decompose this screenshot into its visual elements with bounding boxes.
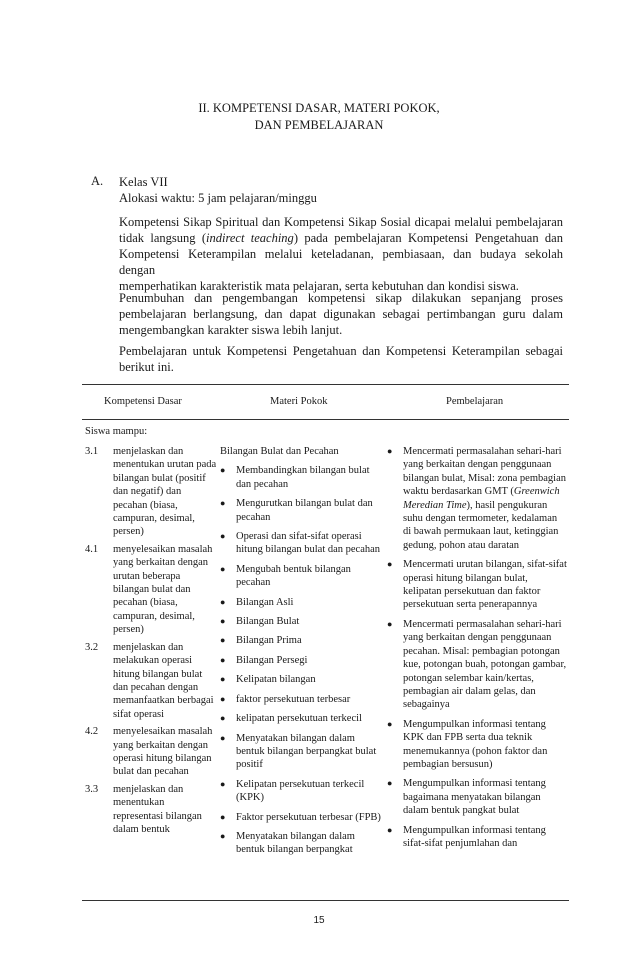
pembelajaran-item <box>387 824 567 851</box>
materi-item <box>220 673 382 686</box>
kd-number: 4.2 <box>85 726 99 738</box>
materi-text: kelipatan persekutuan terkecil <box>236 713 362 725</box>
materi-item <box>220 615 382 628</box>
materi-text: Operasi dan sifat-sifat operasi hitung bilangan bulat dan pecahan <box>236 531 381 556</box>
kd-text: menjelaskan dan menentukan representasi bilangan dalam bentuk <box>113 783 202 835</box>
italic-term: indirect teaching <box>206 231 294 245</box>
materi-item <box>220 693 382 706</box>
materi-text: faktor persekutuan terbesar <box>236 693 351 705</box>
chapter-heading-line2: DAN PEMBELAJARAN <box>254 118 384 132</box>
materi-item <box>220 596 382 609</box>
pembelajaran-text: Mencermati permasalahan sehari-hari yang berkaitan dengan penggunaan pecahan. Misal: pembagian potongan kue, potongan buah, potongan gambar, potongan selembar kain/kertas, pembagian air dalam gelas, dan sebagainya <box>403 618 567 711</box>
section-header <box>119 174 317 206</box>
kd-text: menjelaskan dan melakukan operasi hitung bilangan bulat dan pecahan dengan memanfaatkan berbagai sifat operasi <box>113 641 214 720</box>
bullet-icon: ● <box>220 635 226 646</box>
paragraph-line: memperhatikan karakteristik mata pelajaran, serta kebutuhan dan kondisi siswa. <box>119 279 519 293</box>
pembelajaran-item <box>387 777 567 817</box>
italic-term: Greenwich Meredian Time <box>403 486 560 511</box>
materi-item <box>220 778 382 805</box>
materi-item <box>220 830 382 857</box>
materi-text: Bilangan Asli <box>236 596 294 608</box>
materi-text: Bilangan Prima <box>236 635 302 647</box>
bullet-icon: ● <box>220 465 226 476</box>
kd-number: 3.1 <box>85 446 99 457</box>
bullet-icon: ● <box>387 778 393 789</box>
kd-text: menyelesaikan masalah yang berkaitan dengan urutan beberapa bilangan bulat dan pecahan (biasa, campuran, desimal, persen) <box>113 543 213 636</box>
materi-text: Bilangan Persegi <box>236 654 308 666</box>
text-run: tidak langsung ( <box>119 231 206 245</box>
materi-item <box>220 464 382 491</box>
text-run: Mencermati permasalahan sehari-hari yang berkaitan dengan penggunaan bilangan bulat, Misal: zona pembagian waktu berdasarkan GMT ( <box>403 446 566 498</box>
paragraph-line: mengembangkan karakter siswa lebih lanjut. <box>119 323 343 337</box>
kd-number: 3.2 <box>85 641 99 653</box>
kd-number: 3.3 <box>85 783 99 795</box>
pembelajaran-column <box>387 445 567 856</box>
page-number: 15 <box>313 915 325 926</box>
paragraph-2 <box>119 290 563 338</box>
materi-item <box>220 811 382 824</box>
materi-text: Kelipatan persekutuan terkecil (KPK) <box>236 778 365 804</box>
kd-text: menjelaskan dan menentukan urutan pada bilangan bulat (positif dan negatif) dan pecahan (biasa, campuran, desimal, persen) <box>113 446 217 538</box>
text-run: ), hasil pengukuran suhu dengan termometer, kedalaman di bawah permukaan laut, ketinggian gedung, pohon atau daratan <box>403 499 559 551</box>
header-materi-pokok: Materi Pokok <box>270 396 328 407</box>
section-subtitle: Alokasi waktu: 5 jam pelajaran/minggu <box>119 191 317 205</box>
bullet-icon: ● <box>387 446 393 456</box>
bullet-icon: ● <box>220 654 226 665</box>
materi-item <box>220 712 382 725</box>
section-letter: A. <box>91 174 104 188</box>
materi-column <box>220 445 382 863</box>
bullet-icon: ● <box>387 559 393 570</box>
kd-text: menyelesaikan masalah yang berkaitan dengan operasi hitung bilangan bulat dan pecahan <box>113 726 213 778</box>
materi-item <box>220 654 382 667</box>
pembelajaran-text: Mencermati urutan bilangan, sifat-sifat operasi hitung bilangan bulat, kelipatan persekutuan dan faktor persekutuan serta penerapannya <box>403 559 567 611</box>
header-kompetensi-dasar: Kompetensi Dasar <box>104 396 182 407</box>
pembelajaran-text: Mengumpulkan informasi tentang sifat-sifat penjumlahan dan <box>403 824 546 849</box>
materi-text: Membandingkan bilangan bulat dan pecahan <box>236 465 370 490</box>
header-pembelajaran: Pembelajaran <box>446 396 504 407</box>
pembelajaran-item <box>387 558 567 612</box>
kd-item <box>85 783 217 837</box>
table-header <box>82 384 569 420</box>
bullet-icon: ● <box>220 596 226 607</box>
bullet-icon: ● <box>220 674 226 685</box>
bullet-icon: ● <box>220 713 226 724</box>
bullet-icon: ● <box>220 778 226 789</box>
kd-number: 4.1 <box>85 543 99 555</box>
materi-item <box>220 732 382 772</box>
materi-text: Mengurutkan bilangan bulat dan pecahan <box>236 498 373 523</box>
pembelajaran-item <box>387 618 567 712</box>
bullet-icon: ● <box>387 618 393 629</box>
pembelajaran-item <box>387 445 567 552</box>
materi-text: Mengubah bentuk bilangan pecahan <box>236 563 351 589</box>
materi-text: Bilangan Bulat <box>236 616 300 628</box>
materi-text: Kelipatan bilangan <box>236 674 316 686</box>
materi-item <box>220 634 382 647</box>
bullet-icon: ● <box>220 732 226 743</box>
pembelajaran-item <box>387 718 567 772</box>
bullet-icon: ● <box>220 693 226 704</box>
paragraph-line: pembelajaran berlangsung, dan dapat digunakan sebagai pertimbangan guru dalam <box>119 307 563 321</box>
table-body <box>82 418 569 901</box>
materi-item <box>220 497 382 524</box>
materi-text: Menyatakan bilangan dalam bentuk bilangan berpangkat bulat positif <box>236 732 377 771</box>
paragraph-line: Pembelajaran untuk Kompetensi Pengetahuan dan Kompetensi Keterampilan sebagai <box>119 344 563 358</box>
pembelajaran-text: Mengumpulkan informasi tentang KPK dan FPB serta dua teknik menemukannya (pohon faktor dan pembagian bersusun) <box>403 718 548 770</box>
paragraph-3 <box>119 343 563 375</box>
text-run: ) pada pembelajaran Kompetensi Pengetahuan dan <box>293 231 563 245</box>
materi-item <box>220 530 382 557</box>
pembelajaran-text <box>403 445 567 552</box>
bullet-icon: ● <box>220 616 226 627</box>
pembelajaran-text: Mengumpulkan informasi tentang bagaimana menyatakan bilangan dalam bentuk pangkat bulat <box>403 778 546 817</box>
materi-text: Faktor persekutuan terbesar (FPB) <box>236 811 381 823</box>
bullet-icon: ● <box>220 531 226 542</box>
bullet-icon: ● <box>220 811 226 822</box>
materi-text: Menyatakan bilangan dalam bentuk bilangan berpangkat <box>236 830 355 856</box>
section-title: Kelas VII <box>119 175 168 189</box>
bullet-icon: ● <box>387 718 393 729</box>
bullet-icon: ● <box>220 830 226 841</box>
paragraph-line: berikut ini. <box>119 360 174 374</box>
bullet-icon: ● <box>387 824 393 835</box>
bullet-icon: ● <box>220 498 226 509</box>
siswa-mampu: Siswa mampu: <box>85 426 148 437</box>
paragraph-line: Kompetensi Sikap Spiritual dan Kompetensi Sikap Sosial dicapai melalui pembelajaran <box>119 215 563 229</box>
paragraph-1 <box>119 214 563 294</box>
paragraph-line: Penumbuhan dan pengembangan kompetensi sikap dilakukan sepanjang proses <box>119 291 563 305</box>
materi-item <box>220 563 382 590</box>
paragraph-line <box>119 230 563 246</box>
kd-column <box>85 445 217 839</box>
chapter-heading-line1: II. KOMPETENSI DASAR, MATERI POKOK, <box>198 101 440 115</box>
paragraph-line: Kompetensi Keterampilan melalui keteladanan, pembiasaan, dan budaya sekolah dengan <box>119 247 563 277</box>
kd-item <box>85 725 217 779</box>
kd-item <box>85 445 217 539</box>
bullet-icon: ● <box>220 563 226 574</box>
kd-item <box>85 641 217 721</box>
kd-item <box>85 543 217 637</box>
materi-title: Bilangan Bulat dan Pecahan <box>220 446 339 457</box>
